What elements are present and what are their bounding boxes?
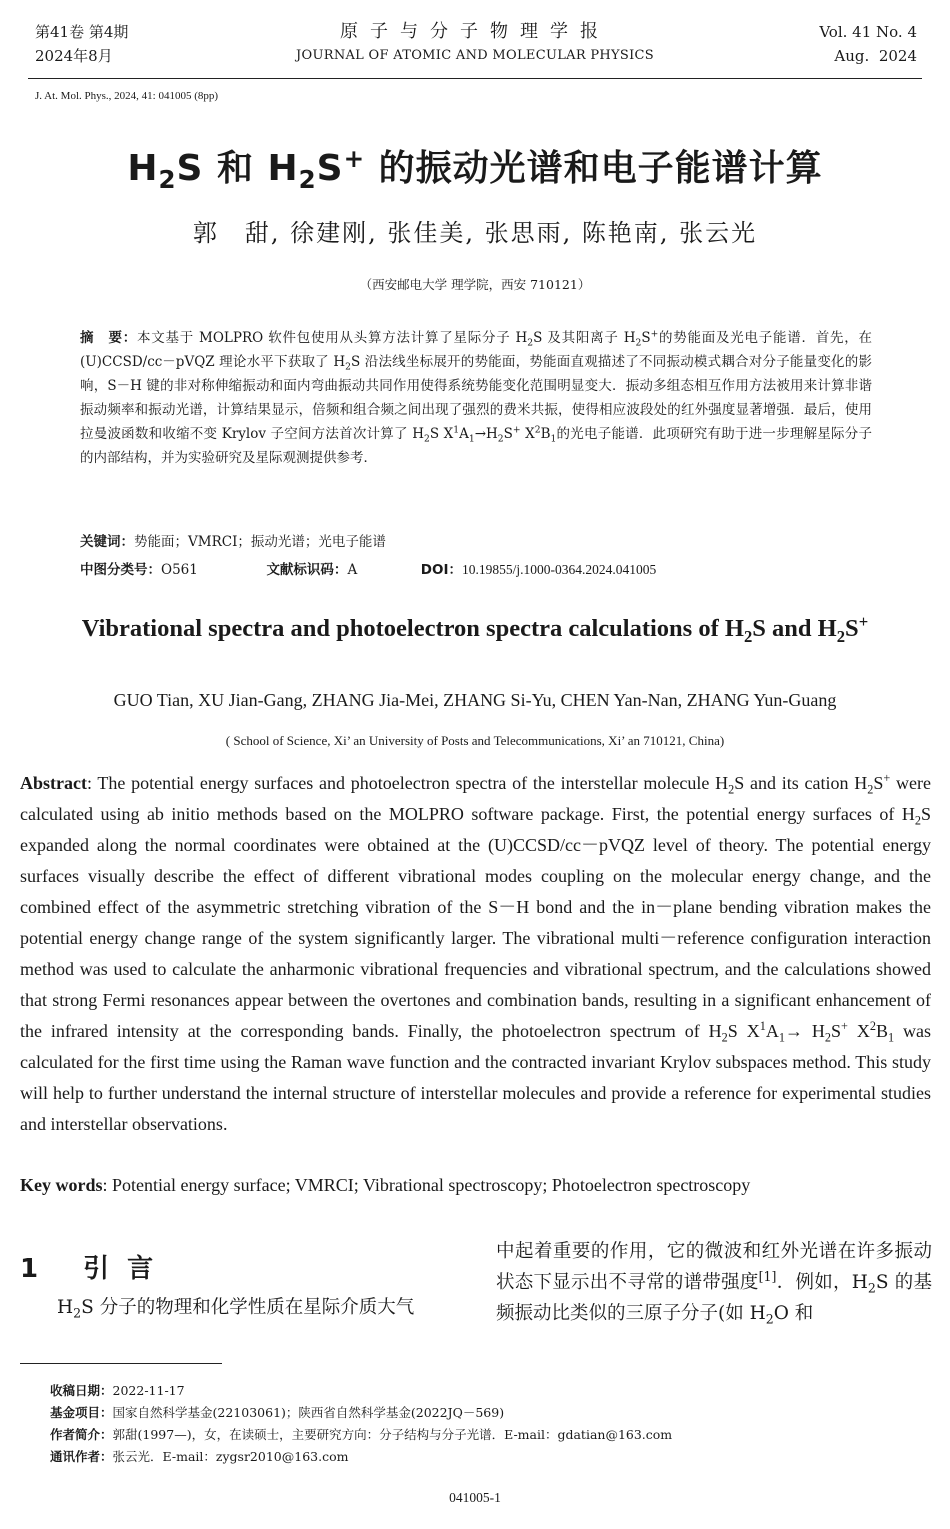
page-number: 041005-1 [449,1490,501,1505]
footnote-rule [20,1363,222,1364]
authors-cn: 郭 甜, 徐建刚, 张佳美, 张思雨, 陈艳南, 张云光 [192,219,758,247]
abstract-cn-label: 摘 要： [80,330,137,346]
body-column-right: 中起着重要的作用，它的微波和红外光谱在许多振动状态下显示出不寻常的谱带强度[1]．例如，$H_2S$ 的基频振动比类似的三原子分子(如 $H_2O$ 和 [496,1241,932,1327]
abstract-en-label: Abstract [20,773,87,793]
footnote-author-bio: 作者简介：郭甜(1997—)，女，在读硕士，主要研究方向：分子结构与分子光谱．E-mail：gdatian@163.com [50,1427,673,1442]
affiliation-cn: （西安邮电大学 理学院，西安 710121） [359,277,591,292]
keywords-cn: 关键词：势能面；VMRCI；振动光谱；光电子能谱 [80,534,386,550]
page-title-cn: $H_2S$ 和 $H_2S^+$ 的振动光谱和电子能谱计算 [127,144,823,195]
page-title-en: Vibrational spectra and photoelectron spectra calculations of $H_2S$ and $H_2S^+$ [81,611,869,646]
journal-name-en: JOURNAL OF ATOMIC AND MOLECULAR PHYSICS [296,48,654,63]
journal-volume-info-en [819,20,917,68]
section-heading-introduction: 1 引言 [20,1254,172,1284]
doi-link[interactable]: 10.19855/j.1000-0364.2024.041005 [462,562,657,577]
publish-date-cn: 2024年8月 [35,47,113,65]
journal-name-cn: 原子与分子物理学报 [340,21,610,42]
classification-cn: 中图分类号：O561 文献标识码：A DOI：10.19855/j.1000-0364.2024.041005 [80,562,657,578]
affiliation-en: ( School of Science, Xi’ an University of Posts and Telecommunications, Xi’ an 710121, China) [225,733,725,748]
abstract-en: Abstract: The potential energy surfaces and photoelectron spectra of the interstellar molecule $H_2S$ and its cation $H_2S^+$ were calculated using ab initio methods based on the MOLPRO software package. First, the potential energy surfaces of $H_2S$ expanded along the normal coordinates were obtained at the (U)CCSD/cc－pVQZ level of theory. The potential energy surfaces visually describe the effect of different vibrational modes coupling on the molecular energy change, and the combined effect of the asymmetric stretching vibration of the S－H bond and the in－plane bending vibration makes the potential energy change range of the system significantly larger. The vibrational multi－reference configuration interaction method was used to calculate the anharmonic vibrational frequencies and vibrational spectrum, and the calculations showed that strong Fermi resonances appear between the overtones and combination bands, resulting in a significant enhancement of the infrared intensity at the corresponding bands. Finally, the photoelectron spectrum of $H_2S$ $X^1A_1\to H_2S^+$ $X^2B_1$ was calculated for the first time using the Raman wave function and the contracted invariant Krylov subspaces method. This study will help to further understand the internal structure of interstellar molecules and provide a reference for experimental studies and interstellar observations. [20,771,932,1134]
journal-name [0,20,950,68]
abstract-cn: 摘 要：本文基于 MOLPRO 软件包使用从头算方法计算了星际分子 $H_2S$ 及其阳离子 $H_2S^+$的势能面及光电子能谱．首先，在(U)CCSD/cc－pVQZ 理论水平下获取了 $H_2S$ 沿法线坐标展开的势能面，势能面直观描述了不同振动模式耦合对分子能量变化的影响，S－H 键的非对称伸缩振动和面内弯曲振动共同作用使得系统势能变化范围明显变大．振动多组态相互作用方法被用来计算非谐振动频率和振动光谱，计算结果显示，倍频和组合频之间出现了强烈的费米共振，使得相应波段处的红外强度显著增强．最后，使用拉曼波函数和收缩不变 Krylov 子空间方法首次计算了 $H_2S$ $X^1A_1\to H_2S^+$ $X^2B_1$的光电子能谱．此项研究有助于进一步理解星际分子的内部结构，并为实验研究及星际观测提供参考． [80,328,873,466]
footnotes [50,1380,910,1468]
header-rule [28,78,922,79]
keywords-en: Key words: Potential energy surface; VMRCI; Vibrational spectroscopy; Photoelectron spectroscopy [20,1175,751,1195]
footnote-funding: 基金项目：国家自然科学基金(22103061)；陕西省自然科学基金(2022JQ－569) [50,1405,505,1420]
authors-en: GUO Tian, XU Jian-Gang, ZHANG Jia-Mei, ZHANG Si-Yu, CHEN Yan-Nan, ZHANG Yun-Guang [113,690,837,710]
footnote-received: 收稿日期：2022-11-17 [50,1383,185,1398]
publish-date-en: Aug. 2024 [834,47,917,65]
footnote-corresponding-author: 通讯作者：张云光．E-mail：zygsr2010@163.com [50,1449,349,1464]
citation: J. At. Mol. Phys., 2024, 41: 041005 (8pp) [35,90,219,102]
reference-link[interactable]: [1] [758,1268,777,1284]
volume-issue: 第41卷 第4期 [35,23,129,41]
volume-issue-en: Vol. 41 No. 4 [819,23,917,41]
body-column-left: $H_2S$ 分子的物理和化学性质在星际介质大气 [57,1297,415,1321]
